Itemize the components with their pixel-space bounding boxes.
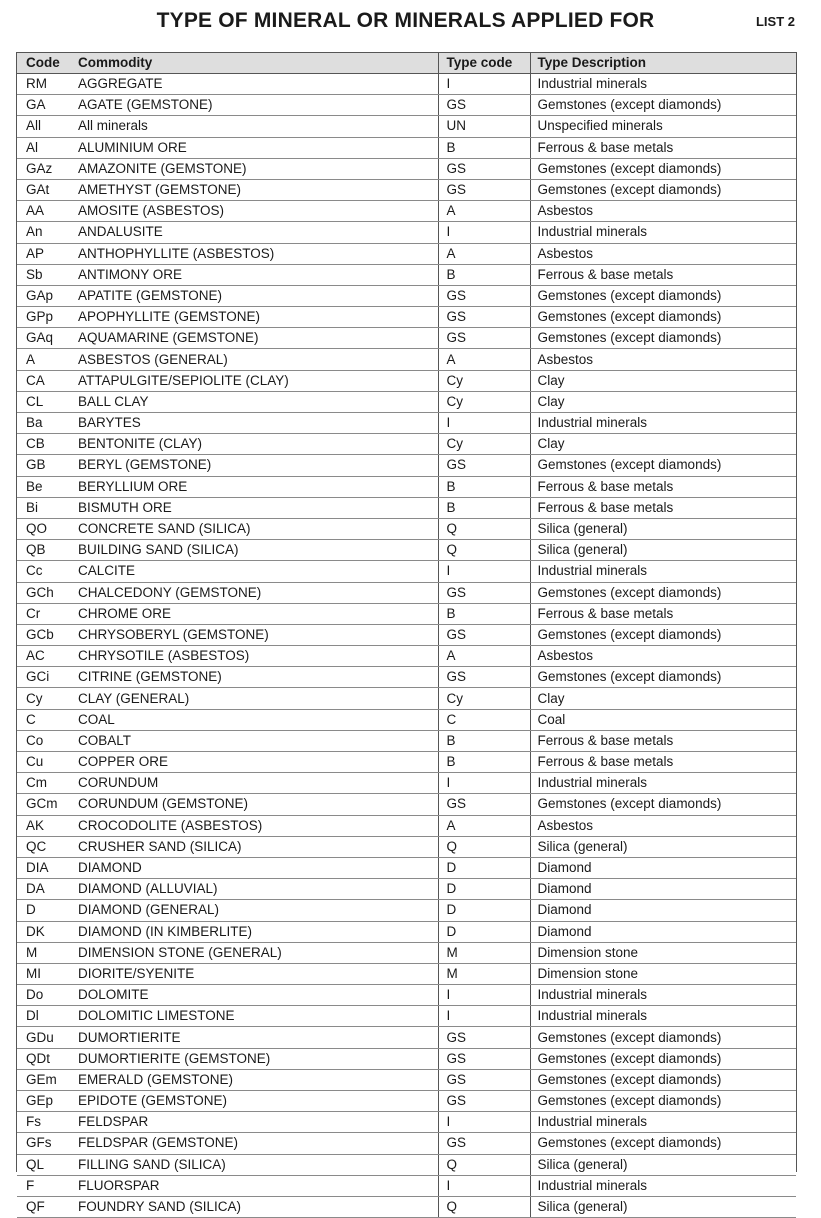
cell-type-description: Gemstones (except diamonds) xyxy=(530,1133,796,1154)
table-row xyxy=(17,900,796,921)
cell-code: Sb xyxy=(17,264,70,285)
cell-commodity: ALUMINIUM ORE xyxy=(70,137,438,158)
table-row xyxy=(17,582,796,603)
cell-commodity: APOPHYLLITE (GEMSTONE) xyxy=(70,307,438,328)
cell-type-code: GS xyxy=(438,1091,530,1112)
cell-type-code: GS xyxy=(438,179,530,200)
cell-code: Co xyxy=(17,730,70,751)
table-row xyxy=(17,1154,796,1175)
cell-code: MI xyxy=(17,963,70,984)
cell-code: GAz xyxy=(17,158,70,179)
cell-type-code: I xyxy=(438,222,530,243)
cell-commodity: CRUSHER SAND (SILICA) xyxy=(70,836,438,857)
cell-type-code: C xyxy=(438,709,530,730)
cell-type-description: Industrial minerals xyxy=(530,222,796,243)
table-row xyxy=(17,74,796,95)
cell-code: Bi xyxy=(17,497,70,518)
cell-type-code: GS xyxy=(438,455,530,476)
cell-commodity: CITRINE (GEMSTONE) xyxy=(70,667,438,688)
table-row xyxy=(17,158,796,179)
table-row xyxy=(17,307,796,328)
cell-type-code: D xyxy=(438,879,530,900)
cell-type-description: Silica (general) xyxy=(530,518,796,539)
cell-commodity: COAL xyxy=(70,709,438,730)
cell-code: M xyxy=(17,942,70,963)
cell-commodity: AGGREGATE xyxy=(70,74,438,95)
cell-code: Al xyxy=(17,137,70,158)
cell-commodity: FOUNDRY SAND (SILICA) xyxy=(70,1196,438,1217)
table-row xyxy=(17,815,796,836)
table-row xyxy=(17,667,796,688)
cell-commodity: BISMUTH ORE xyxy=(70,497,438,518)
table-row xyxy=(17,1175,796,1196)
cell-type-description: Gemstones (except diamonds) xyxy=(530,794,796,815)
cell-code: A xyxy=(17,349,70,370)
table-row xyxy=(17,646,796,667)
table-row xyxy=(17,328,796,349)
cell-type-code: B xyxy=(438,264,530,285)
cell-type-code: GS xyxy=(438,158,530,179)
cell-type-description: Unspecified minerals xyxy=(530,116,796,137)
column-header-type-description: Type Description xyxy=(530,53,796,74)
cell-commodity: BUILDING SAND (SILICA) xyxy=(70,540,438,561)
cell-type-description: Gemstones (except diamonds) xyxy=(530,307,796,328)
table-row xyxy=(17,222,796,243)
table-row xyxy=(17,1091,796,1112)
cell-type-description: Clay xyxy=(530,370,796,391)
table-header xyxy=(17,53,796,74)
cell-commodity: CHROME ORE xyxy=(70,603,438,624)
cell-code: GAt xyxy=(17,179,70,200)
table-row xyxy=(17,921,796,942)
cell-type-code: GS xyxy=(438,1133,530,1154)
cell-code: GAp xyxy=(17,285,70,306)
table-row xyxy=(17,963,796,984)
table-row xyxy=(17,455,796,476)
cell-commodity: ASBESTOS (GENERAL) xyxy=(70,349,438,370)
cell-commodity: COPPER ORE xyxy=(70,752,438,773)
cell-commodity: DOLOMITE xyxy=(70,985,438,1006)
cell-type-description: Ferrous & base metals xyxy=(530,730,796,751)
table-row xyxy=(17,518,796,539)
cell-commodity: EPIDOTE (GEMSTONE) xyxy=(70,1091,438,1112)
cell-type-code: GS xyxy=(438,624,530,645)
cell-code: RM xyxy=(17,74,70,95)
cell-type-code: A xyxy=(438,201,530,222)
cell-commodity: AMETHYST (GEMSTONE) xyxy=(70,179,438,200)
cell-code: GCi xyxy=(17,667,70,688)
cell-type-description: Industrial minerals xyxy=(530,74,796,95)
cell-commodity: CHALCEDONY (GEMSTONE) xyxy=(70,582,438,603)
cell-type-code: D xyxy=(438,857,530,878)
cell-type-description: Industrial minerals xyxy=(530,1112,796,1133)
cell-type-description: Dimension stone xyxy=(530,963,796,984)
table-row xyxy=(17,349,796,370)
cell-type-description: Diamond xyxy=(530,921,796,942)
cell-type-code: Cy xyxy=(438,391,530,412)
cell-type-description: Silica (general) xyxy=(530,836,796,857)
cell-commodity: DIORITE/SYENITE xyxy=(70,963,438,984)
cell-type-code: I xyxy=(438,561,530,582)
cell-type-description: Gemstones (except diamonds) xyxy=(530,179,796,200)
cell-code: Cu xyxy=(17,752,70,773)
table-row xyxy=(17,413,796,434)
cell-type-code: GS xyxy=(438,285,530,306)
cell-commodity: BENTONITE (CLAY) xyxy=(70,434,438,455)
cell-type-code: B xyxy=(438,497,530,518)
cell-code: AA xyxy=(17,201,70,222)
table-row xyxy=(17,709,796,730)
table-body xyxy=(17,74,796,1218)
cell-code: All xyxy=(17,116,70,137)
cell-type-description: Silica (general) xyxy=(530,1196,796,1217)
cell-type-description: Clay xyxy=(530,434,796,455)
cell-commodity: CHRYSOTILE (ASBESTOS) xyxy=(70,646,438,667)
cell-type-description: Silica (general) xyxy=(530,1154,796,1175)
cell-code: AK xyxy=(17,815,70,836)
cell-commodity: FLUORSPAR xyxy=(70,1175,438,1196)
table-row xyxy=(17,879,796,900)
cell-code: GAq xyxy=(17,328,70,349)
cell-code: AC xyxy=(17,646,70,667)
cell-type-code: GS xyxy=(438,794,530,815)
cell-commodity: BALL CLAY xyxy=(70,391,438,412)
cell-commodity: CORUNDUM xyxy=(70,773,438,794)
cell-code: CA xyxy=(17,370,70,391)
cell-commodity: CLAY (GENERAL) xyxy=(70,688,438,709)
cell-code: GDu xyxy=(17,1027,70,1048)
cell-code: Ba xyxy=(17,413,70,434)
table-row xyxy=(17,201,796,222)
cell-code: CL xyxy=(17,391,70,412)
cell-code: GFs xyxy=(17,1133,70,1154)
table-row xyxy=(17,624,796,645)
cell-type-code: D xyxy=(438,921,530,942)
cell-code: Cr xyxy=(17,603,70,624)
cell-type-description: Gemstones (except diamonds) xyxy=(530,1091,796,1112)
cell-code: QO xyxy=(17,518,70,539)
list-label: LIST 2 xyxy=(755,14,795,29)
table-row xyxy=(17,603,796,624)
table-row xyxy=(17,285,796,306)
cell-code: An xyxy=(17,222,70,243)
table-row xyxy=(17,1006,796,1027)
mineral-table xyxy=(17,53,796,1218)
cell-code: F xyxy=(17,1175,70,1196)
cell-type-code: Q xyxy=(438,518,530,539)
cell-type-description: Diamond xyxy=(530,857,796,878)
cell-commodity: DIAMOND (IN KIMBERLITE) xyxy=(70,921,438,942)
cell-type-code: GS xyxy=(438,1069,530,1090)
cell-type-code: Q xyxy=(438,1154,530,1175)
table-row xyxy=(17,836,796,857)
cell-type-code: I xyxy=(438,1175,530,1196)
cell-type-code: Q xyxy=(438,1196,530,1217)
cell-type-description: Gemstones (except diamonds) xyxy=(530,158,796,179)
cell-commodity: AGATE (GEMSTONE) xyxy=(70,95,438,116)
table-row xyxy=(17,264,796,285)
cell-type-description: Gemstones (except diamonds) xyxy=(530,95,796,116)
cell-commodity: CALCITE xyxy=(70,561,438,582)
table-row xyxy=(17,95,796,116)
cell-commodity: DIAMOND xyxy=(70,857,438,878)
cell-commodity: AMAZONITE (GEMSTONE) xyxy=(70,158,438,179)
table-row xyxy=(17,391,796,412)
cell-code: DIA xyxy=(17,857,70,878)
cell-commodity: DUMORTIERITE (GEMSTONE) xyxy=(70,1048,438,1069)
cell-commodity: COBALT xyxy=(70,730,438,751)
cell-type-code: D xyxy=(438,900,530,921)
cell-code: GA xyxy=(17,95,70,116)
cell-type-code: Cy xyxy=(438,370,530,391)
cell-type-code: I xyxy=(438,985,530,1006)
mineral-table-container xyxy=(16,52,797,1215)
cell-commodity: ANTHOPHYLLITE (ASBESTOS) xyxy=(70,243,438,264)
cell-commodity: FILLING SAND (SILICA) xyxy=(70,1154,438,1175)
table-row xyxy=(17,688,796,709)
cell-type-description: Silica (general) xyxy=(530,540,796,561)
cell-type-description: Gemstones (except diamonds) xyxy=(530,328,796,349)
column-header-type-code: Type code xyxy=(438,53,530,74)
cell-commodity: BERYL (GEMSTONE) xyxy=(70,455,438,476)
cell-commodity: CONCRETE SAND (SILICA) xyxy=(70,518,438,539)
cell-commodity: ANTIMONY ORE xyxy=(70,264,438,285)
page-title: TYPE OF MINERAL OR MINERALS APPLIED FOR xyxy=(156,9,655,32)
cell-code: Cc xyxy=(17,561,70,582)
cell-commodity: DIAMOND (GENERAL) xyxy=(70,900,438,921)
cell-code: GPp xyxy=(17,307,70,328)
cell-type-description: Coal xyxy=(530,709,796,730)
cell-code: Do xyxy=(17,985,70,1006)
cell-type-code: B xyxy=(438,137,530,158)
cell-code: DK xyxy=(17,921,70,942)
cell-commodity: AQUAMARINE (GEMSTONE) xyxy=(70,328,438,349)
table-row xyxy=(17,857,796,878)
cell-code: GB xyxy=(17,455,70,476)
table-row xyxy=(17,1027,796,1048)
cell-type-description: Industrial minerals xyxy=(530,413,796,434)
cell-type-description: Asbestos xyxy=(530,201,796,222)
cell-commodity: BERYLLIUM ORE xyxy=(70,476,438,497)
cell-type-code: I xyxy=(438,773,530,794)
table-row xyxy=(17,730,796,751)
table-row xyxy=(17,243,796,264)
table-row xyxy=(17,773,796,794)
cell-commodity: ANDALUSITE xyxy=(70,222,438,243)
cell-code: Dl xyxy=(17,1006,70,1027)
cell-type-description: Gemstones (except diamonds) xyxy=(530,1069,796,1090)
table-row xyxy=(17,1048,796,1069)
header-row xyxy=(17,53,796,74)
table-row xyxy=(17,434,796,455)
cell-commodity: APATITE (GEMSTONE) xyxy=(70,285,438,306)
cell-type-description: Ferrous & base metals xyxy=(530,497,796,518)
table-row xyxy=(17,561,796,582)
cell-code: D xyxy=(17,900,70,921)
cell-type-code: A xyxy=(438,349,530,370)
cell-type-code: I xyxy=(438,1112,530,1133)
column-header-commodity: Commodity xyxy=(70,53,438,74)
column-header-code: Code xyxy=(17,53,70,74)
cell-type-description: Gemstones (except diamonds) xyxy=(530,582,796,603)
cell-type-description: Ferrous & base metals xyxy=(530,137,796,158)
cell-type-description: Industrial minerals xyxy=(530,1175,796,1196)
cell-type-description: Asbestos xyxy=(530,815,796,836)
cell-type-code: UN xyxy=(438,116,530,137)
cell-type-code: GS xyxy=(438,1027,530,1048)
cell-commodity: DIMENSION STONE (GENERAL) xyxy=(70,942,438,963)
cell-type-description: Diamond xyxy=(530,879,796,900)
cell-type-code: M xyxy=(438,942,530,963)
cell-type-description: Gemstones (except diamonds) xyxy=(530,1027,796,1048)
cell-type-code: B xyxy=(438,752,530,773)
table-row xyxy=(17,752,796,773)
cell-commodity: EMERALD (GEMSTONE) xyxy=(70,1069,438,1090)
cell-type-code: GS xyxy=(438,582,530,603)
cell-type-code: Cy xyxy=(438,688,530,709)
cell-code: Cm xyxy=(17,773,70,794)
cell-type-code: GS xyxy=(438,328,530,349)
cell-code: Be xyxy=(17,476,70,497)
cell-type-description: Gemstones (except diamonds) xyxy=(530,624,796,645)
cell-type-description: Industrial minerals xyxy=(530,561,796,582)
cell-type-description: Industrial minerals xyxy=(530,985,796,1006)
cell-code: GEp xyxy=(17,1091,70,1112)
cell-code: GCb xyxy=(17,624,70,645)
cell-code: QC xyxy=(17,836,70,857)
cell-type-code: A xyxy=(438,815,530,836)
cell-type-code: GS xyxy=(438,1048,530,1069)
table-row xyxy=(17,497,796,518)
cell-code: CB xyxy=(17,434,70,455)
cell-code: QDt xyxy=(17,1048,70,1069)
cell-commodity: CHRYSOBERYL (GEMSTONE) xyxy=(70,624,438,645)
cell-code: GCh xyxy=(17,582,70,603)
cell-code: QF xyxy=(17,1196,70,1217)
cell-commodity: All minerals xyxy=(70,116,438,137)
cell-type-description: Ferrous & base metals xyxy=(530,476,796,497)
cell-type-description: Gemstones (except diamonds) xyxy=(530,667,796,688)
cell-type-code: Cy xyxy=(438,434,530,455)
cell-type-description: Industrial minerals xyxy=(530,1006,796,1027)
cell-code: AP xyxy=(17,243,70,264)
cell-commodity: BARYTES xyxy=(70,413,438,434)
cell-commodity: FELDSPAR (GEMSTONE) xyxy=(70,1133,438,1154)
table-row xyxy=(17,137,796,158)
cell-type-description: Gemstones (except diamonds) xyxy=(530,1048,796,1069)
table-row xyxy=(17,370,796,391)
cell-commodity: DUMORTIERITE xyxy=(70,1027,438,1048)
cell-code: DA xyxy=(17,879,70,900)
cell-type-description: Ferrous & base metals xyxy=(530,752,796,773)
cell-commodity: DIAMOND (ALLUVIAL) xyxy=(70,879,438,900)
table-row xyxy=(17,540,796,561)
table-row xyxy=(17,794,796,815)
table-row xyxy=(17,1112,796,1133)
cell-type-description: Clay xyxy=(530,391,796,412)
cell-type-code: B xyxy=(438,476,530,497)
cell-commodity: DOLOMITIC LIMESTONE xyxy=(70,1006,438,1027)
table-row xyxy=(17,1133,796,1154)
table-row xyxy=(17,942,796,963)
cell-type-code: GS xyxy=(438,667,530,688)
cell-type-description: Ferrous & base metals xyxy=(530,603,796,624)
cell-type-code: I xyxy=(438,1006,530,1027)
table-row xyxy=(17,985,796,1006)
cell-type-code: GS xyxy=(438,95,530,116)
cell-type-description: Diamond xyxy=(530,900,796,921)
cell-code: GCm xyxy=(17,794,70,815)
cell-type-description: Industrial minerals xyxy=(530,773,796,794)
cell-type-description: Asbestos xyxy=(530,646,796,667)
cell-commodity: ATTAPULGITE/SEPIOLITE (CLAY) xyxy=(70,370,438,391)
cell-commodity: AMOSITE (ASBESTOS) xyxy=(70,201,438,222)
cell-type-description: Clay xyxy=(530,688,796,709)
cell-code: Fs xyxy=(17,1112,70,1133)
cell-type-code: I xyxy=(438,74,530,95)
table-row xyxy=(17,116,796,137)
cell-commodity: CORUNDUM (GEMSTONE) xyxy=(70,794,438,815)
cell-type-code: Q xyxy=(438,540,530,561)
cell-type-code: I xyxy=(438,413,530,434)
cell-code: QB xyxy=(17,540,70,561)
cell-type-description: Asbestos xyxy=(530,243,796,264)
cell-type-description: Ferrous & base metals xyxy=(530,264,796,285)
table-row xyxy=(17,1196,796,1217)
cell-type-description: Gemstones (except diamonds) xyxy=(530,455,796,476)
cell-type-description: Asbestos xyxy=(530,349,796,370)
table-row xyxy=(17,476,796,497)
table-row xyxy=(17,1069,796,1090)
table-row xyxy=(17,179,796,200)
cell-type-code: GS xyxy=(438,307,530,328)
cell-type-code: A xyxy=(438,646,530,667)
cell-type-description: Gemstones (except diamonds) xyxy=(530,285,796,306)
cell-code: GEm xyxy=(17,1069,70,1090)
cell-type-description: Dimension stone xyxy=(530,942,796,963)
cell-type-code: B xyxy=(438,603,530,624)
cell-code: QL xyxy=(17,1154,70,1175)
cell-code: C xyxy=(17,709,70,730)
cell-type-code: B xyxy=(438,730,530,751)
cell-code: Cy xyxy=(17,688,70,709)
cell-commodity: CROCODOLITE (ASBESTOS) xyxy=(70,815,438,836)
cell-type-code: A xyxy=(438,243,530,264)
cell-type-code: M xyxy=(438,963,530,984)
cell-commodity: FELDSPAR xyxy=(70,1112,438,1133)
cell-type-code: Q xyxy=(438,836,530,857)
